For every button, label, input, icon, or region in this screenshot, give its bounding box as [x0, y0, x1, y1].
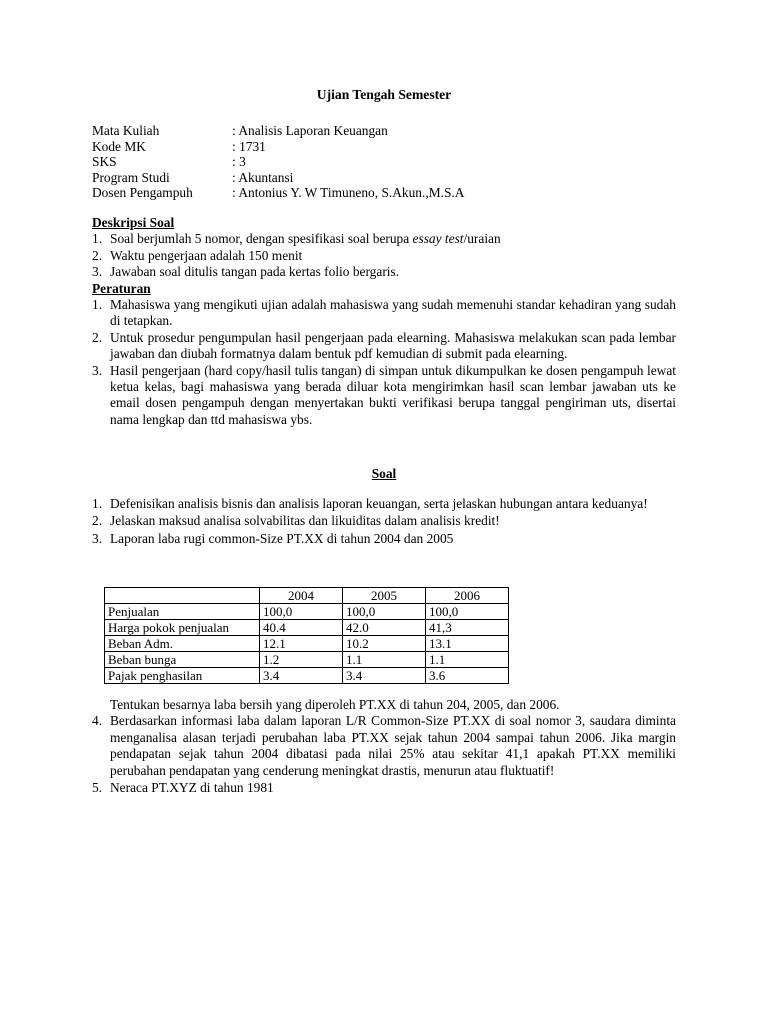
- item-number: 3.: [92, 362, 103, 378]
- course-info-key: SKS: [92, 154, 117, 170]
- item-text: Laporan laba rugi common-Size PT.XX di tahun 2004 dan 2005: [110, 530, 454, 546]
- common-size-table: [104, 587, 509, 684]
- list-item: [92, 264, 676, 280]
- item-number: 1.: [92, 496, 103, 511]
- item-text-emphasis: essay test: [412, 231, 464, 247]
- course-info-value: : Antonius Y. W Timuneno, S.Akun.,M.S.A: [232, 185, 465, 201]
- table-cell: 100,0: [426, 604, 509, 620]
- deskripsi-list: [92, 231, 676, 280]
- table-cell: 1.1: [343, 652, 426, 668]
- list-item: [92, 531, 676, 547]
- page-title: Ujian Tengah Semester: [316, 87, 452, 102]
- table-row: [105, 652, 509, 668]
- list-item: [92, 231, 676, 247]
- item-number: 2.: [92, 329, 103, 345]
- course-info-value: : 3: [232, 154, 246, 170]
- table-cell: 10.2: [343, 636, 426, 652]
- item-text: Mahasiswa yang mengikuti ujian adalah mahasiswa yang sudah memenuhi standar kehadiran yang sudah di tetapkan.: [110, 297, 676, 329]
- course-info-row: [92, 139, 464, 155]
- list-item: [92, 496, 676, 512]
- table-row: [105, 620, 509, 636]
- table-header-cell: [105, 588, 260, 604]
- list-item: [92, 297, 676, 330]
- item-number: 1.: [92, 231, 103, 247]
- course-info: [92, 123, 464, 201]
- course-info-key: Program Studi: [92, 169, 170, 185]
- item-text: Jawaban soal ditulis tangan pada kertas folio bergaris.: [110, 264, 400, 280]
- list-item: [92, 248, 676, 264]
- list-item: [92, 363, 676, 429]
- course-info-key: Dosen Pengampuh: [92, 185, 193, 201]
- item-text: [110, 231, 676, 247]
- soal-list: [92, 496, 676, 547]
- table-cell: 41,3: [426, 620, 509, 636]
- item-number: 2.: [92, 247, 103, 263]
- list-item: [92, 513, 676, 529]
- item-text: Neraca PT.XYZ di tahun 1981: [110, 780, 274, 796]
- table-cell: 3.4: [343, 668, 426, 684]
- table-header-cell: 2006: [426, 588, 509, 604]
- soal-heading: Soal: [371, 466, 397, 481]
- table-cell: 1.2: [260, 652, 343, 668]
- table-cell: 40.4: [260, 620, 343, 636]
- peraturan-heading: Peraturan: [92, 280, 151, 296]
- table-header-cell: 2004: [260, 588, 343, 604]
- table-cell: 3.4: [260, 668, 343, 684]
- list-item: [92, 780, 676, 796]
- course-info-key: Mata Kuliah: [92, 123, 160, 138]
- deskripsi-heading: Deskripsi Soal: [92, 215, 175, 230]
- soal-list-continued: [92, 713, 676, 796]
- table-cell: 1.1: [426, 652, 509, 668]
- item-number: 2.: [92, 513, 103, 529]
- table-cell: 42.0: [343, 620, 426, 636]
- item-number: 3.: [92, 264, 103, 280]
- table-cell: 100,0: [343, 604, 426, 620]
- item-number: 5.: [92, 780, 103, 796]
- item-text-part: /uraian: [463, 231, 501, 247]
- table-cell: Beban Adm.: [105, 636, 260, 652]
- table-cell: Penjualan: [105, 604, 260, 620]
- table-cell: 12.1: [260, 636, 343, 652]
- table-cell: Harga pokok penjualan: [105, 620, 260, 636]
- table-cell: Pajak penghasilan: [105, 668, 260, 684]
- table-row: [105, 604, 509, 620]
- table-cell: 3.6: [426, 668, 509, 684]
- item-number: 3.: [92, 530, 103, 546]
- table-cell: Beban bunga: [105, 652, 260, 668]
- item-text: Jelaskan maksud analisa solvabilitas dan likuiditas dalam analisis kredit!: [110, 513, 500, 529]
- item-text: Hasil pengerjaan (hard copy/hasil tulis tangan) di simpan untuk dikumpulkan ke dosen pengampuh lewat ketua kelas, bagi mahasiswa yang berada diluar kota mengirimkan hasil scan lembar jawaban uts ke email dosen pengampuh dengan menyertakan bukti verifikasi berupa tanggal pengiriman uts, disertai nama lengkap dan ttd mahasiswa ybs.: [110, 362, 676, 427]
- item-text: Berdasarkan informasi laba dalam laporan L/R Common-Size PT.XX di soal nomor 3, saudara diminta menganalisa alasan terjadi perubahan laba PT.XX sejak tahun 2004 sampai tahun 2006. Jika margin pendapatan sejak tahun 2004 dibatasi pada nilai 25% atau sekitar 41,1 apakah PT.XX memiliki perubahan pendapatan yang cenderung meningkat drastis, menurun atau fluktuatif!: [110, 713, 676, 778]
- item-text: Defenisikan analisis bisnis dan analisis laporan keuangan, serta jelaskan hubungan antara keduanya!: [110, 496, 648, 511]
- table-row: [105, 636, 509, 652]
- deskripsi-section: [92, 215, 676, 428]
- soal-continuation: [92, 697, 676, 796]
- table-row: [105, 668, 509, 684]
- course-info-row: [92, 123, 464, 139]
- item-number: 1.: [92, 297, 103, 313]
- table-header-cell: 2005: [343, 588, 426, 604]
- soal-section: [92, 496, 676, 547]
- item-number: 4.: [92, 713, 103, 729]
- item-text: Waktu pengerjaan adalah 150 menit: [110, 247, 303, 263]
- list-item: [92, 713, 676, 779]
- after-table-text: Tentukan besarnya laba bersih yang diperoleh PT.XX di tahun 204, 2005, dan 2006.: [110, 697, 560, 712]
- course-info-key: Kode MK: [92, 138, 146, 154]
- item-text: Untuk prosedur pengumpulan hasil pengerjaan pada elearning. Mahasiswa melakukan scan pada lembar jawaban dan diubah formatnya dalam bentuk pdf kemudian di submit pada elearning.: [110, 329, 676, 362]
- table-cell: 100,0: [260, 604, 343, 620]
- course-info-row: [92, 154, 464, 170]
- list-item: [92, 330, 676, 363]
- course-info-value: : 1731: [232, 138, 266, 154]
- table-header-row: [105, 588, 509, 604]
- table-cell: 13.1: [426, 636, 509, 652]
- course-info-value: : Analisis Laporan Keuangan: [232, 123, 388, 138]
- peraturan-list: [92, 297, 676, 428]
- course-info-row: [92, 185, 464, 201]
- course-info-row: [92, 170, 464, 186]
- course-info-value: : Akuntansi: [232, 169, 294, 185]
- item-text-part: Soal berjumlah 5 nomor, dengan spesifikasi soal berupa: [110, 231, 413, 247]
